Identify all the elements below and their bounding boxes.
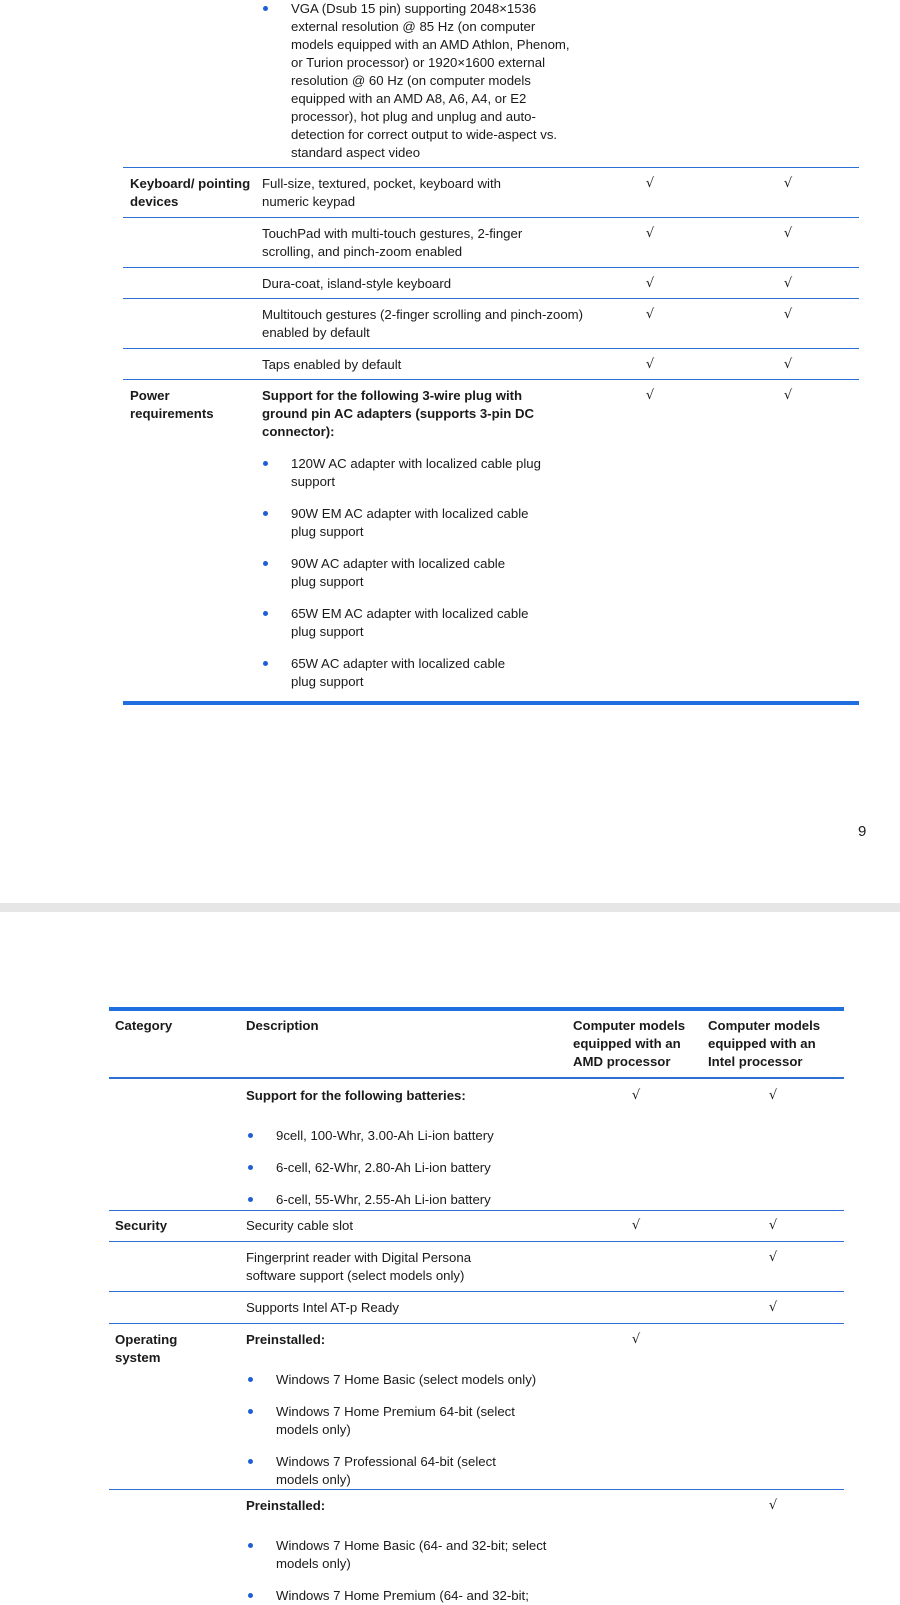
header-rule — [109, 1077, 844, 1079]
os-item: Windows 7 Home Premium (64- and 32-bit; — [276, 1588, 529, 1603]
power-heading: Support for the following 3-wire plug with ground pin AC adapters (supports 3-pin DC connector): — [262, 388, 535, 439]
row-divider — [123, 167, 859, 168]
table-top-rule — [109, 1007, 844, 1011]
row-divider — [123, 298, 859, 299]
category-keyboard: Keyboard/ pointing devices — [130, 176, 251, 209]
os-group1-heading: Preinstalled: — [246, 1332, 326, 1347]
os-item: Windows 7 Home Basic (64- and 32-bit; select models only) — [276, 1538, 547, 1571]
power-item: 65W EM AC adapter with localized cable plug support — [291, 606, 529, 639]
amd-check: √ — [645, 388, 655, 403]
intel-check: √ — [768, 1250, 778, 1265]
security-row-2-text: Fingerprint reader with Digital Persona software support (select models only) — [246, 1250, 472, 1283]
amd-check: √ — [645, 226, 655, 241]
row-divider — [123, 348, 859, 349]
bullet-icon — [247, 1377, 255, 1385]
power-item: 90W AC adapter with localized cable plug support — [291, 556, 506, 589]
intel-check: √ — [783, 276, 793, 291]
bullet-icon — [247, 1459, 255, 1467]
amd-check: √ — [645, 176, 655, 191]
vga-bullet-text: VGA (Dsub 15 pin) supporting 2048×1536 external resolution @ 85 Hz (on computer models equipped with an AMD Athlon, Phenom, or Turion processor) or 1920×1600 external resolution @ 60 Hz (on computer models equipped with an AMD A8, A6, A4, or E2 processor), hot plug and unplug and auto-detection for correct output to wide-aspect vs. standard aspect video — [291, 1, 570, 160]
amd-check: √ — [631, 1332, 641, 1347]
security-row-3-text: Supports Intel AT-p Ready — [246, 1300, 399, 1315]
os-item: Windows 7 Home Basic (select models only) — [276, 1372, 537, 1387]
bullet-icon — [247, 1165, 255, 1173]
row-divider — [109, 1241, 844, 1242]
header-description: Description — [246, 1018, 319, 1033]
category-power: Power requirements — [130, 388, 214, 421]
row-divider — [123, 217, 859, 218]
battery-item: 6-cell, 62-Whr, 2.80-Ah Li-ion battery — [276, 1160, 491, 1175]
bullet-icon — [262, 6, 270, 14]
keyboard-row-5-text: Taps enabled by default — [262, 357, 402, 372]
intel-check: √ — [783, 307, 793, 322]
intel-check: √ — [768, 1498, 778, 1513]
security-row-1-text: Security cable slot — [246, 1218, 354, 1233]
header-category: Category — [115, 1018, 173, 1033]
power-item: 90W EM AC adapter with localized cable plug support — [291, 506, 529, 539]
amd-check: √ — [645, 307, 655, 322]
category-security: Security — [115, 1218, 168, 1233]
amd-check: √ — [631, 1218, 641, 1233]
intel-check: √ — [768, 1218, 778, 1233]
bullet-icon — [247, 1409, 255, 1417]
row-divider — [109, 1210, 844, 1211]
intel-check: √ — [783, 176, 793, 191]
bullet-icon — [262, 561, 270, 569]
row-divider — [109, 1323, 844, 1324]
intel-check: √ — [783, 388, 793, 403]
page-break — [0, 903, 900, 912]
keyboard-row-4-text: Multitouch gestures (2-finger scrolling and pinch-zoom) enabled by default — [262, 307, 584, 340]
keyboard-row-2-text: TouchPad with multi-touch gestures, 2-finger scrolling, and pinch-zoom enabled — [262, 226, 523, 259]
intel-check: √ — [768, 1088, 778, 1103]
row-divider — [123, 379, 859, 380]
page-number: 9 — [858, 823, 867, 840]
header-amd: Computer models equipped with an AMD processor — [573, 1018, 686, 1069]
power-item: 65W AC adapter with localized cable plug support — [291, 656, 506, 689]
os-item: Windows 7 Home Premium 64-bit (select models only) — [276, 1404, 515, 1437]
battery-item: 6-cell, 55-Whr, 2.55-Ah Li-ion battery — [276, 1192, 491, 1207]
bullet-icon — [262, 611, 270, 619]
os-item: Windows 7 Professional 64-bit (select models only) — [276, 1454, 496, 1487]
keyboard-row-3-text: Dura-coat, island-style keyboard — [262, 276, 452, 291]
bullet-icon — [247, 1543, 255, 1551]
power-item: 120W AC adapter with localized cable plug support — [291, 456, 541, 489]
intel-check: √ — [783, 226, 793, 241]
bullet-icon — [247, 1133, 255, 1141]
batteries-heading: Support for the following batteries: — [246, 1088, 466, 1103]
bullet-icon — [247, 1197, 255, 1205]
bullet-icon — [262, 661, 270, 669]
intel-check: √ — [768, 1300, 778, 1315]
row-divider — [109, 1489, 844, 1490]
battery-item: 9cell, 100-Whr, 3.00-Ah Li-ion battery — [276, 1128, 494, 1143]
row-divider — [123, 267, 859, 268]
bullet-icon — [262, 511, 270, 519]
keyboard-row-1-text: Full-size, textured, pocket, keyboard with numeric keypad — [262, 176, 501, 209]
header-intel: Computer models equipped with an Intel processor — [708, 1018, 821, 1069]
amd-check: √ — [645, 276, 655, 291]
bullet-icon — [262, 461, 270, 469]
row-divider — [109, 1291, 844, 1292]
category-os: Operating system — [115, 1332, 178, 1365]
amd-check: √ — [645, 357, 655, 372]
table-bottom-rule — [123, 701, 859, 705]
intel-check: √ — [783, 357, 793, 372]
amd-check: √ — [631, 1088, 641, 1103]
os-group2-heading: Preinstalled: — [246, 1498, 326, 1513]
